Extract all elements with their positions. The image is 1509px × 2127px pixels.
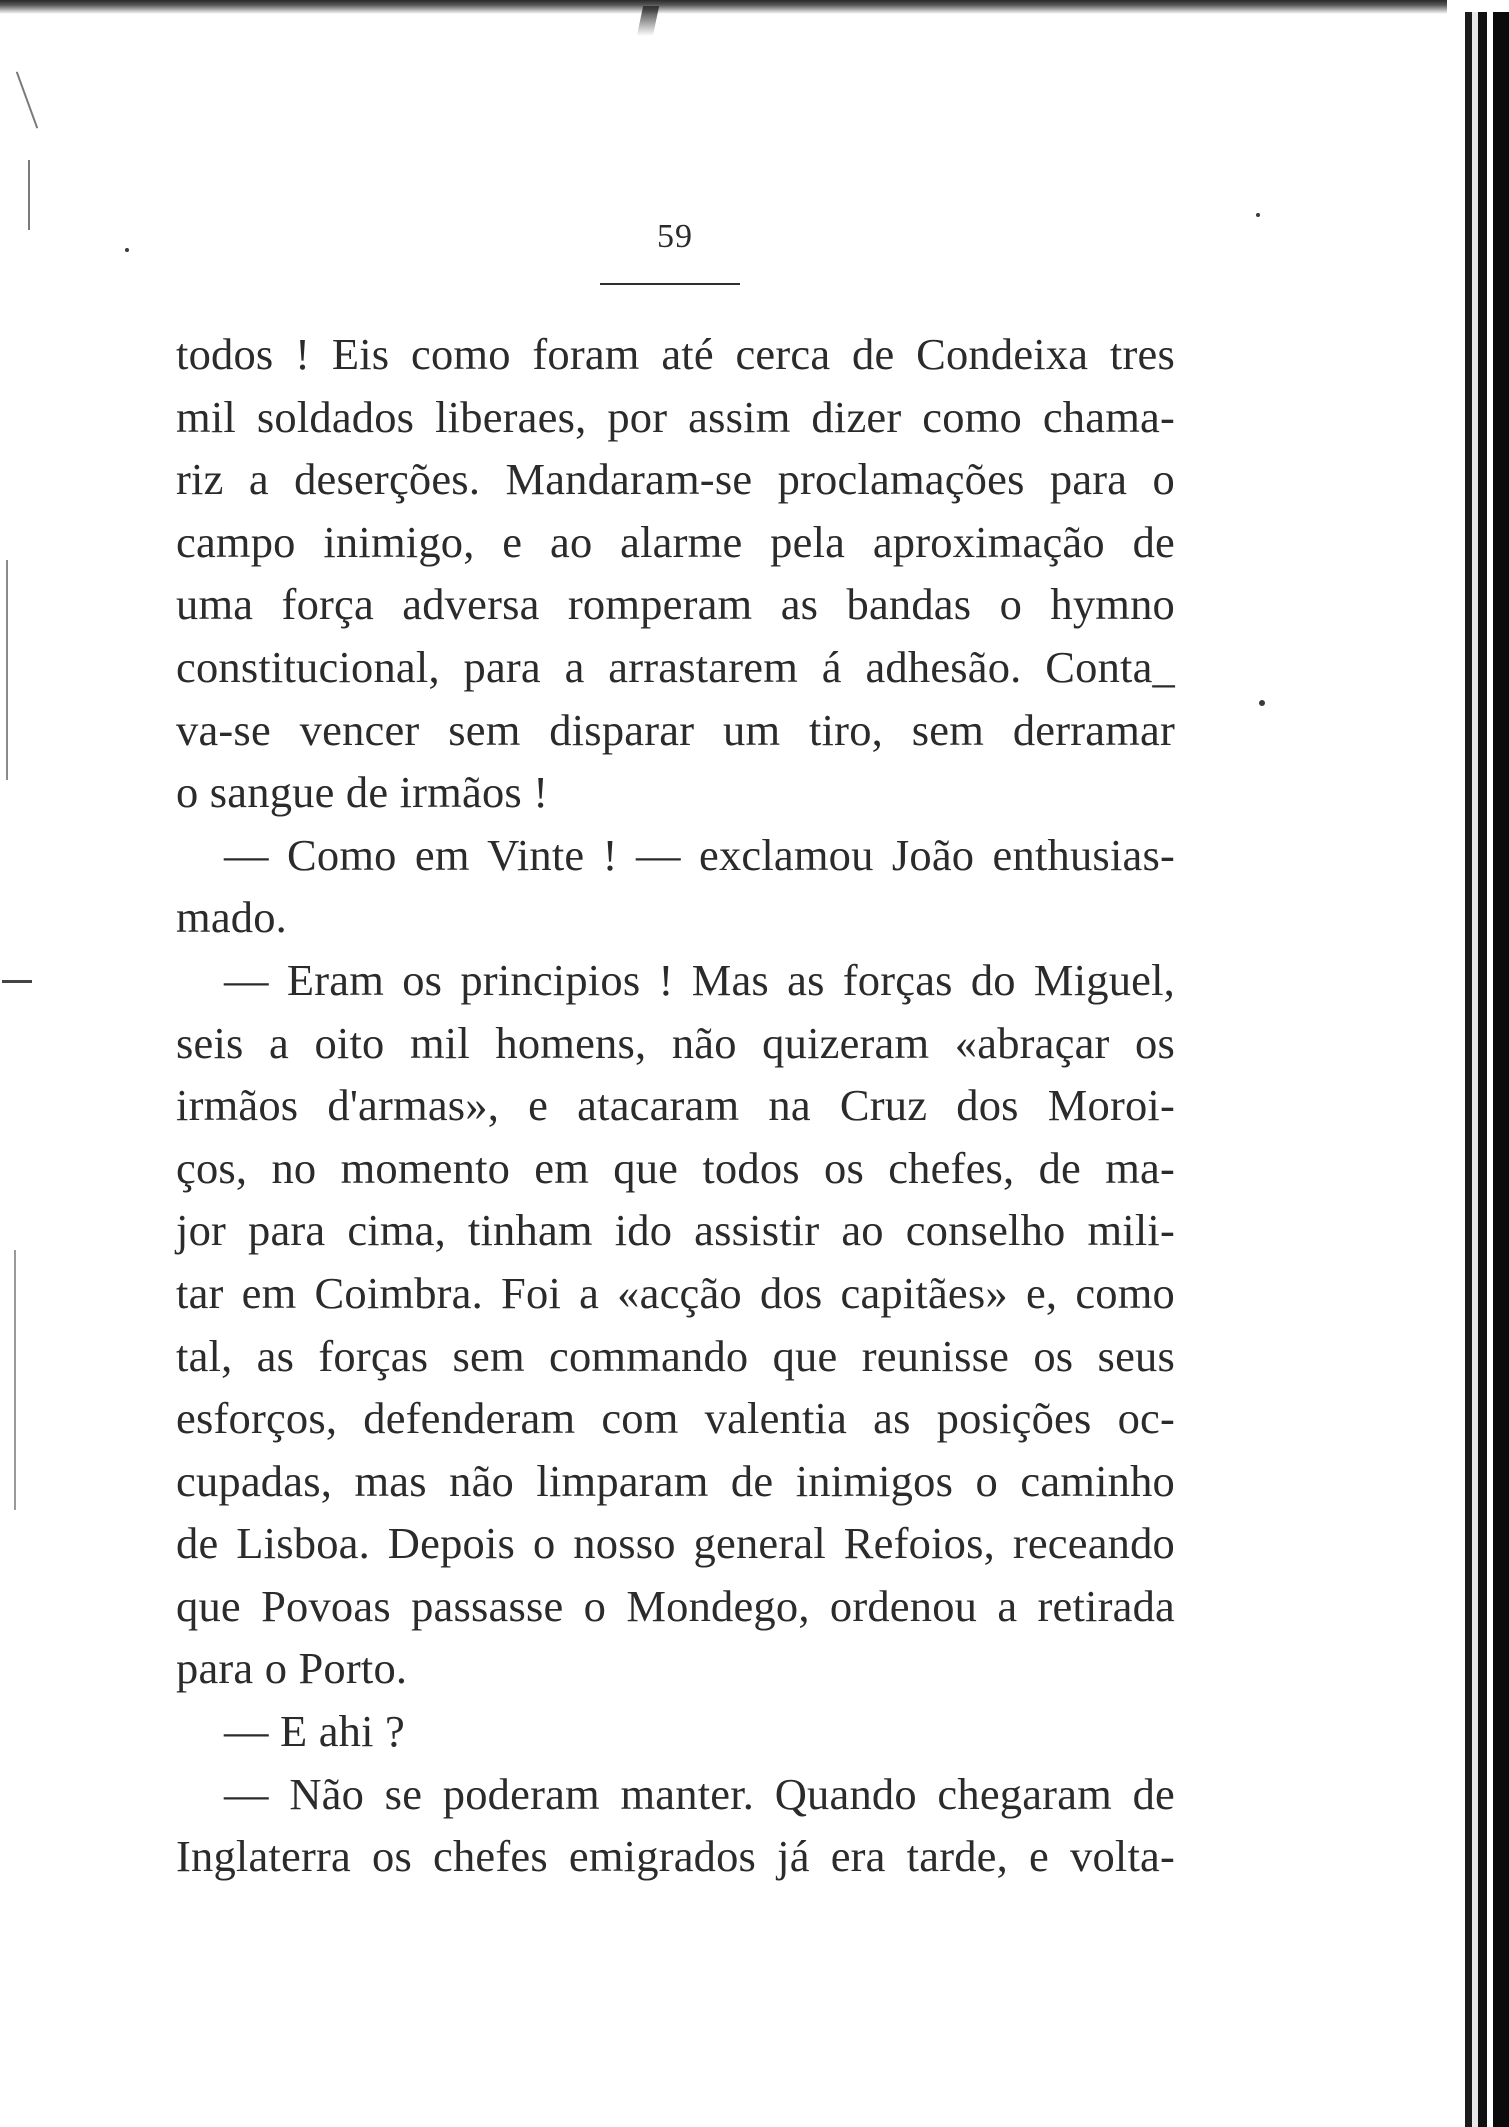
- text-line: tal, as forças sem commando que reunisse os seus: [176, 1330, 1175, 1381]
- text-line: mil soldados liberaes, por assim dizer como chama-: [176, 391, 1175, 442]
- text-line: — Como em Vinte ! — exclamou João enthusias-: [224, 829, 1175, 880]
- ink-speck: [1256, 213, 1260, 217]
- text-line: — Eram os principios ! Mas as forças do Miguel,: [224, 954, 1175, 1005]
- text-line: cupadas, mas não limparam de inimigos o caminho: [176, 1455, 1175, 1506]
- scan-left-margin: [0, 0, 40, 2127]
- text-line: o sangue de irmãos !: [176, 767, 549, 818]
- text-line: para o Porto.: [176, 1643, 408, 1694]
- text-line: riz a deserções. Mandaram-se proclamações para o: [176, 454, 1175, 505]
- text-line: ços, no momento em que todos os chefes, de ma-: [176, 1142, 1175, 1193]
- scan-left-stroke: [2, 980, 32, 983]
- scan-right-binding: [1447, 0, 1509, 2127]
- text-line: va-se vencer sem disparar um tiro, sem derramar: [176, 704, 1175, 755]
- binding-bar: [1465, 12, 1472, 2127]
- text-line: esforços, defenderam com valentia as posições oc-: [176, 1393, 1175, 1444]
- page-number: 59: [657, 218, 693, 255]
- text-line: — E ahi ?: [224, 1706, 405, 1757]
- text-line: irmãos d'armas», e atacaram na Cruz dos Moroi-: [176, 1080, 1175, 1131]
- scan-left-stroke: [16, 71, 38, 128]
- text-line: campo inimigo, e ao alarme pela aproximação de: [176, 516, 1175, 567]
- text-line: tar em Coimbra. Foi a «acção dos capitães» e, como: [176, 1267, 1175, 1318]
- ink-speck: [1259, 700, 1265, 706]
- text-line: — Não se poderam manter. Quando chegaram de: [224, 1768, 1175, 1819]
- text-line: constitucional, para a arrastarem á adhesão. Conta_: [176, 641, 1175, 692]
- text-line: jor para cima, tinham ido assistir ao conselho mili-: [176, 1205, 1175, 1256]
- text-line: mado.: [176, 892, 287, 943]
- text-line: de Lisboa. Depois o nosso general Refoios, receando: [176, 1518, 1175, 1569]
- scan-left-stroke: [14, 1250, 16, 1510]
- scan-left-stroke: [6, 560, 8, 780]
- binding-bar: [1478, 12, 1487, 2127]
- text-line: que Povoas passasse o Mondego, ordenou a retirada: [176, 1580, 1175, 1631]
- page-number-rule: [600, 283, 740, 285]
- text-line: seis a oito mil homens, não quizeram «abraçar os: [176, 1017, 1175, 1068]
- binding-bar: [1493, 12, 1509, 2127]
- text-line: uma força adversa romperam as bandas o hymno: [176, 579, 1175, 630]
- text-line: todos ! Eis como foram até cerca de Condeixa tres: [176, 329, 1175, 379]
- body-text: [176, 323, 1175, 1888]
- scan-top-edge: [0, 0, 1509, 14]
- text-line: Inglaterra os chefes emigrados já era tarde, e volta-: [176, 1831, 1175, 1882]
